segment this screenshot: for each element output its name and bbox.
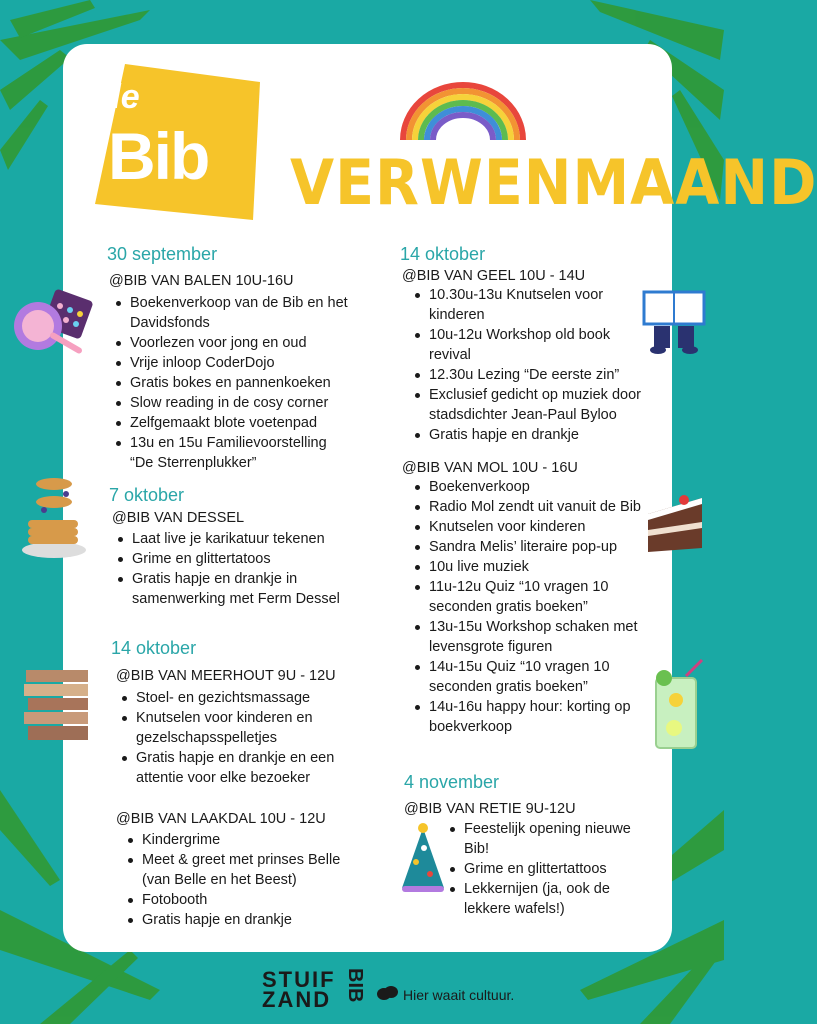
list-item: Gratis bokes en pannenkoeken [114,373,354,393]
logo-line-2: ZAND [262,987,332,1012]
event-list [120,688,360,788]
list-item: 12.30u Lezing “De eerste zin” [413,365,643,385]
event-list [126,830,366,930]
date-heading: 4 november [404,772,500,792]
cocktail-icon [646,656,710,752]
location-heading: @BIB VAN GEEL 10U - 14U [402,268,586,284]
list-item: Exclusief gedicht op muziek door stadsdichter Jean-Paul Byloo [413,385,643,425]
logo-line-1: STUIF [262,967,336,992]
reading-person-icon [640,286,710,356]
list-item: Radio Mol zendt uit vanuit de Bib [413,497,653,517]
location-heading: @BIB VAN RETIE 9U-12U [404,801,576,817]
list-item: Laat live je karikatuur tekenen [116,529,356,549]
location-heading: @BIB VAN MOL 10U - 16U [402,460,578,476]
list-item: Gratis hapje en drankje [413,425,643,445]
list-item: Slow reading in de cosy corner [114,393,354,413]
rainbow-icon [398,80,528,142]
date-heading: 7 oktober [109,485,185,505]
date-heading: 14 oktober [111,638,197,658]
logo-de-text: de [100,78,140,116]
event-list [114,293,354,473]
list-item: 14u-15u Quiz “10 vragen 10 seconden gratis boeken” [413,657,653,697]
list-item: Meet & greet met prinses Belle (van Belle en het Beest) [126,850,366,890]
logo-bib-text: Bib [108,119,209,193]
makeup-palette-icon [8,286,96,368]
list-item: Grime en glittertattoos [448,859,638,879]
list-item: 13u-15u Workshop schaken met levensgrote figuren [413,617,653,657]
list-item: 10u live muziek [413,557,653,577]
list-item: Gratis hapje en drankje in samenwerking met Ferm Dessel [116,569,356,609]
location-heading: @BIB VAN LAAKDAL 10U - 12U [116,811,326,827]
list-item: Sandra Melis’ literaire pop-up [413,537,653,557]
list-item: 11u-12u Quiz “10 vragen 10 seconden gratis boeken” [413,577,653,617]
stuifzand-logo [262,967,336,1012]
list-item: Gratis hapje en drankje [126,910,366,930]
list-item: Kindergrime [126,830,366,850]
location-heading: @BIB VAN MEERHOUT 9U - 12U [116,668,336,684]
logo-bib-vertical: BIB [344,968,366,1003]
list-item: Boekenverkoop van de Bib en het Davidsfonds [114,293,354,333]
tagline: Hier waait cultuur. [403,987,515,1003]
date-heading: 14 oktober [400,244,486,264]
party-hat-icon [398,822,448,896]
event-list [448,819,638,919]
pancakes-icon [14,470,88,562]
event-list [413,477,653,737]
date-heading: 30 september [107,244,218,264]
list-item: 14u-16u happy hour: korting op boekverkoop [413,697,653,737]
list-item: Grime en glittertatoos [116,549,356,569]
list-item: Knutselen voor kinderen en gezelschapsspelletjes [120,708,360,748]
cake-slice-icon [644,490,706,556]
list-item: 10.30u-13u Knutselen voor kinderen [413,285,643,325]
list-item: 10u-12u Workshop old book revival [413,325,643,365]
cloud-icon [377,985,399,1001]
book-stack-icon [22,666,94,744]
list-item: Voorlezen voor jong en oud [114,333,354,353]
list-item: Boekenverkoop [413,477,653,497]
page-title: VERWENMAAND [290,146,817,220]
event-list [116,529,356,609]
location-heading: @BIB VAN DESSEL [112,510,245,526]
list-item: Stoel- en gezichtsmassage [120,688,360,708]
list-item: Vrije inloop CoderDojo [114,353,354,373]
location-heading: @BIB VAN BALEN 10U-16U [109,273,294,289]
event-list [413,285,643,445]
list-item: Gratis hapje en drankje en een attentie voor elke bezoeker [120,748,360,788]
list-item: Knutselen voor kinderen [413,517,653,537]
list-item: 13u en 15u Familievoorstelling “De Sterrenplukker” [114,433,354,473]
list-item: Zelfgemaakt blote voetenpad [114,413,354,433]
list-item: Feestelijk opening nieuwe Bib! [448,819,638,859]
list-item: Fotobooth [126,890,366,910]
list-item: Lekkernijen (ja, ook de lekkere wafels!) [448,879,638,919]
